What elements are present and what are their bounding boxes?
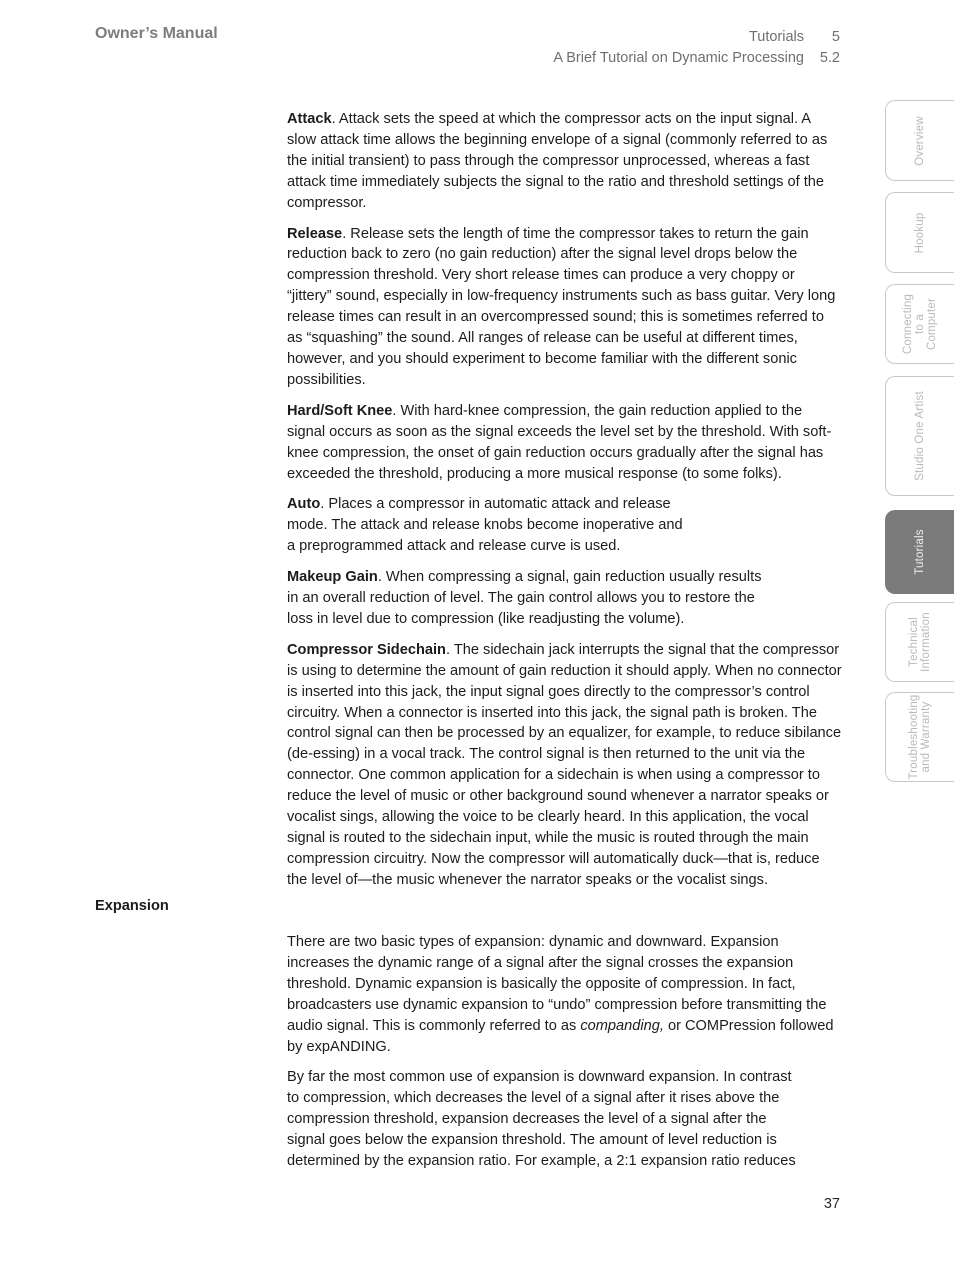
manual-title: Owner’s Manual (95, 25, 218, 42)
body-attack: . Attack sets the speed at which the compressor acts on the input signal. A slow attack time allows the beginning envelope of a signal (commonly referred to as the initial transient) to pass through the compressor unprocessed, whereas a fast attack time immediately subjects the signal to the ratio and threshold settings of the compressor. (287, 111, 828, 211)
paragraph-release (287, 224, 843, 391)
paragraph-expansion-types (287, 932, 843, 1057)
tab-tutorials[interactable] (885, 510, 954, 594)
term-sidechain: Compressor Sidechain (287, 641, 446, 658)
tab-studio-one-artist[interactable] (885, 376, 954, 496)
paragraph-auto (287, 494, 687, 557)
body-auto: . Places a compressor in automatic attack and release mode. The attack and release knobs become inoperative and a preprogrammed attack and release curve is used. (287, 496, 683, 555)
tab-technical-information[interactable] (885, 602, 954, 682)
section-title: A Brief Tutorial on Dynamic Processing (553, 50, 804, 66)
expansion-text (287, 932, 843, 1182)
tab-hookup[interactable] (885, 192, 954, 273)
section-heading-expansion: Expansion (95, 898, 169, 914)
expansion-text-before: There are two basic types of expansion: dynamic and downward. Expansion increases the dynamic range of a signal after the signal crosses the expansion threshold. Dynamic expansion is basically the opposite of compression. In fact, broadcasters use dynamic expansion to “undo” compression before transmitting the audio signal. This is commonly referred to as (287, 934, 827, 1034)
paragraph-downward-expansion: By far the most common use of expansion is downward expansion. In contrast to compression, which decreases the level of a signal after it rises above the compression threshold, expansion decreases the level of a signal after the signal goes below the expansion threshold. The amount of level reduction is determined by the expansion ratio. For example, a 2:1 expansion ratio reduces (287, 1069, 796, 1170)
body-release: . Release sets the length of time the compressor takes to return the gain reduction back to zero (no gain reduction) after the signal level drops below the compression threshold. Very short release times can produce a very choppy or “jittery” sound, especially in low-frequency instruments such as bass guitar. Very long release times can result in an overcompressed sound; this is sometimes referred to as “squashing” the sound. All ranges of release can be useful at different times, however, and you should experiment to become familiar with the different sonic possibilities. (287, 225, 836, 388)
paragraph-makeup-gain (287, 567, 767, 630)
tab-label-connecting: Connecting to a Computer (902, 293, 938, 355)
term-knee: Hard/Soft Knee (287, 402, 393, 419)
tab-label-technical-information: Technical Information (908, 612, 932, 672)
paragraph-sidechain (287, 640, 843, 891)
tab-label-hookup: Hookup (914, 212, 926, 253)
term-makeup-gain: Makeup Gain (287, 569, 378, 586)
section-number: 5.2 (819, 50, 840, 66)
page-number: 37 (823, 1196, 840, 1212)
body-makeup-gain: . When compressing a signal, gain reduction usually results in an overall reduction of level. The gain control allows you to restore the loss in level due to compression (like readjusting the volume). (287, 569, 762, 627)
section-line (553, 48, 840, 69)
chapter-number: 5 (831, 29, 840, 45)
body-knee: . With hard-knee compression, the gain reduction applied to the signal occurs as soon as the signal exceeds the level set by the threshold. With soft-knee compression, the onset of gain reduction occurs gradually after the signal has exceeded the threshold, producing a more musical response (to some folks). (287, 402, 832, 482)
running-header (553, 27, 840, 69)
tab-label-overview: Overview (914, 115, 926, 166)
tab-connecting-to-a-computer[interactable] (885, 284, 954, 364)
paragraph-knee (287, 401, 843, 485)
term-release: Release (287, 225, 343, 242)
expansion-term-companding: companding, (580, 1017, 664, 1034)
tab-label-tutorials: Tutorials (914, 529, 926, 575)
paragraph-attack (287, 109, 843, 214)
chapter-title: Tutorials (748, 29, 804, 45)
tab-label-troubleshooting: Troubleshooting and Warranty (908, 694, 932, 780)
tab-label-studio-one-artist: Studio One Artist (914, 391, 926, 481)
body-sidechain: . The sidechain jack interrupts the signal that the compressor is using to determine the amount of gain reduction it should apply. When no connector is inserted into this jack, the input signal goes directly to the compressor’s control circuitry. When a connector is inserted into this jack, the signal path is broken. The control signal can then be processed by an equalizer, for example, to reduce sibilance (de-essing) in a vocal track. The control signal is then returned to the unit via the connector. One common application for a sidechain is when using a compressor to reduce the level of music or other background sound whenever a narrator speaks or vocalist sings, allowing the voice to be clearly heard. In this application, the vocal signal is routed to the sidechain input, while the music is routed through the main compression circuitry. Now the compressor will automatically duck—that is, reduce the level of—the music whenever the narrator speaks or the vocalist sings. (287, 641, 842, 888)
tab-overview[interactable] (885, 100, 954, 181)
tab-troubleshooting-and-warranty[interactable] (885, 692, 954, 782)
chapter-line (553, 27, 840, 48)
term-auto: Auto (287, 496, 321, 513)
term-attack: Attack (287, 111, 332, 127)
expansion-text-after: or COMPression followed by expANDING. (287, 1017, 834, 1055)
compressor-parameters-text (287, 109, 843, 901)
